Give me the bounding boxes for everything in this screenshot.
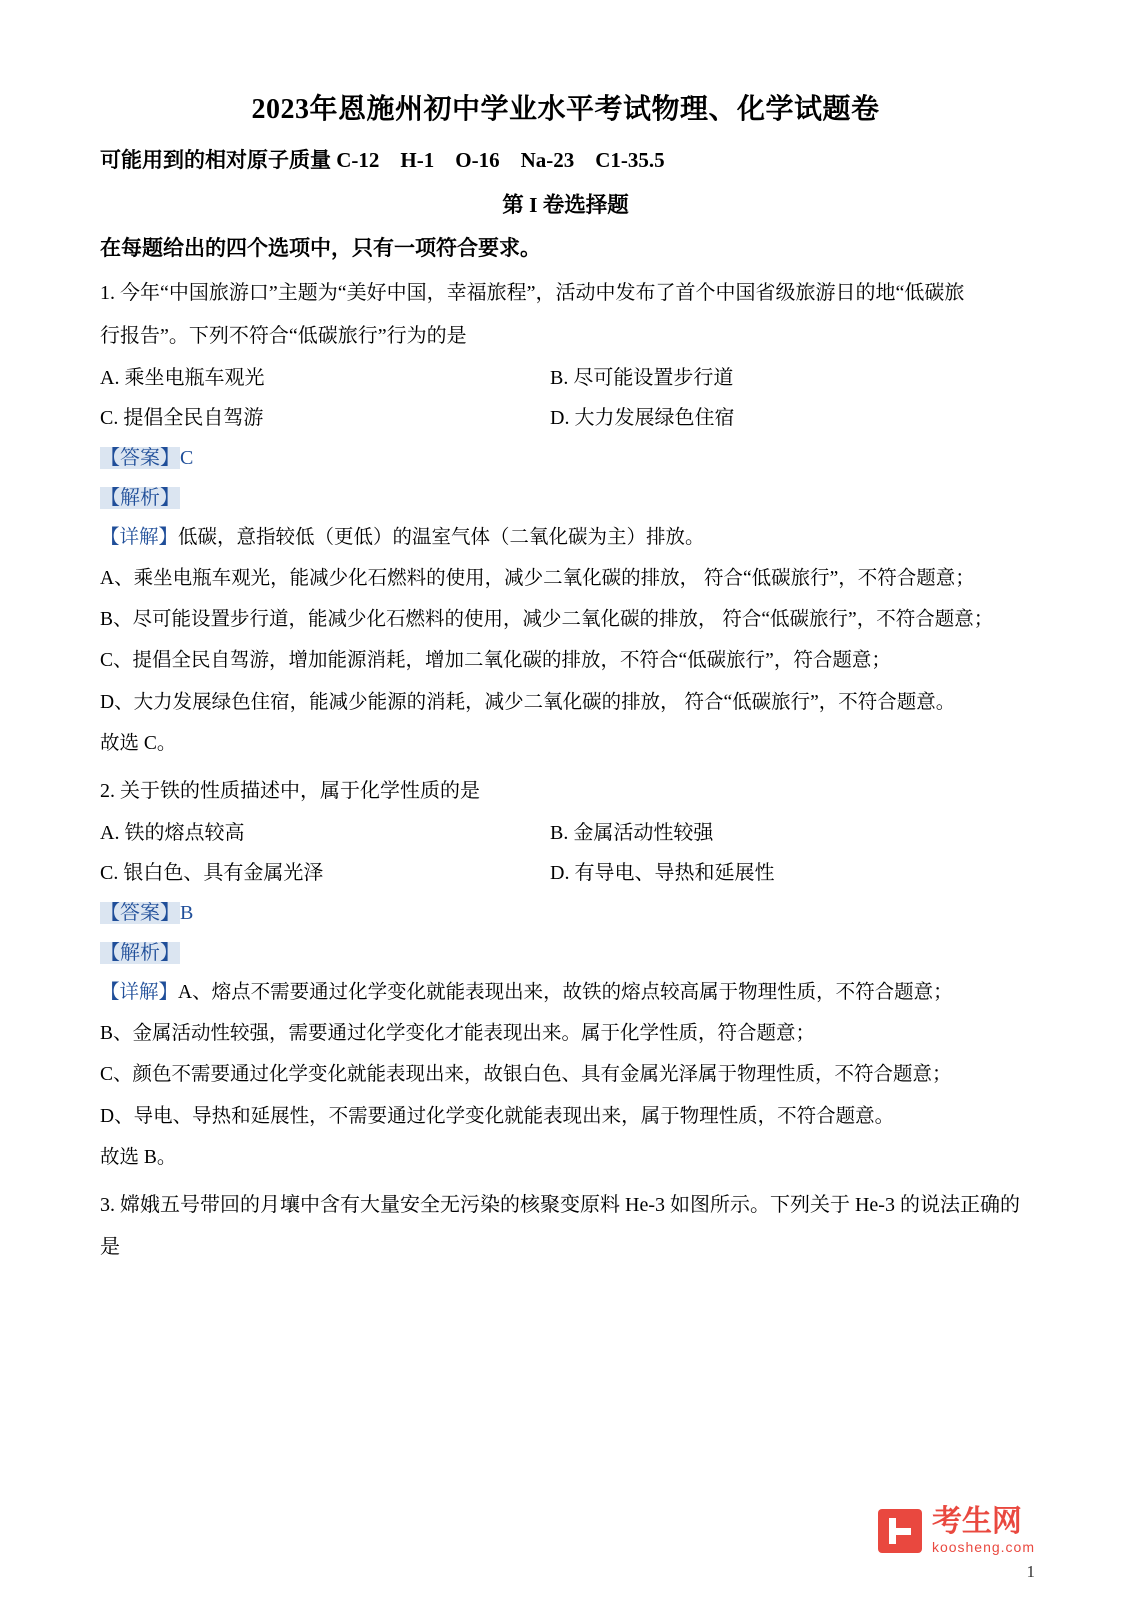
option-row [100,856,1031,890]
option-row [100,401,1031,435]
answer-value: B [180,902,194,925]
watermark-text [932,1507,1035,1554]
detail-tag: 【详解】 [100,527,179,548]
page-title: 2023年恩施州初中学业水平考试物理、化学试题卷 [251,94,880,125]
detail-tag: 【详解】 [100,982,179,1004]
option-row [100,816,1031,850]
explanation-line: B、尽可能设置步行道，能减少化石燃料的使用，减少二氧化碳的排放， 符合“低碳旅行”，不符合题意； [100,609,994,631]
question-stem-line: 是 [100,1236,120,1259]
explanation-line: A、乘坐电瓶车观光，能减少化石燃料的使用，减少二氧化碳的排放， 符合“低碳旅行”，不符合题意； [100,568,975,590]
watermark-en: koosheng.com [931,1539,1035,1555]
answer-value: C [180,447,194,469]
detail-line [100,521,1031,555]
explanation-line: B、金属活动性较强，需要通过化学变化才能表现出来。属于化学性质，符合题意； [100,1023,816,1045]
question-block-3 [100,1188,1031,1265]
answer-line [100,896,1031,930]
question-stem-line: 3. 嫦娥五号带回的月壤中含有大量安全无污染的核聚变原料 He-3 如图所示。下列关于 He-3 的说法正确的 [100,1193,1020,1216]
atomic-mass-line: 可能用到的相对原子质量 C-12 H-1 O-16 Na-23 C1-35.5 [100,148,665,173]
question-stem-line: 1. 今年“中国旅游口”主题为“美好中国，幸福旅程”，活动中发布了首个中国省级旅游日的地“低碳旅 [100,282,965,305]
explanation-line: C、颜色不需要通过化学变化就能表现出来，故银白色、具有金属光泽属于物理性质，不符合题意； [100,1064,952,1086]
explanation-line: D、大力发展绿色住宿，能减少能源的消耗，减少二氧化碳的排放， 符合“低碳旅行”，不符合题意。 [100,691,956,713]
analysis-tag: 【解析】 [100,487,180,509]
option-d[interactable]: D. 有导电、导热和延展性 [550,862,775,885]
section-heading: 第 I 卷选择题 [502,193,629,218]
analysis-tag: 【解析】 [100,942,180,965]
option-d[interactable]: D. 大力发展绿色住宿 [550,407,735,429]
option-c[interactable]: C. 银白色、具有金属光泽 [100,862,324,885]
page-number: 1 [1026,1562,1035,1581]
answer-tag: 【答案】 [100,447,180,469]
watermark-cn: 考生网 [931,1505,1022,1538]
analysis-line [100,936,1031,970]
watermark [878,1507,1035,1554]
option-row [100,361,1031,395]
answer-line [100,441,1031,475]
question-block-1 [100,276,1031,761]
detail-text: 低碳，意指较低（更低）的温室气体（二氧化碳为主）排放。 [178,527,705,548]
option-b[interactable]: B. 金属活动性较强 [550,822,714,845]
question-stem-line: 行报告”。下列不符合“低碳旅行”行为的是 [100,324,467,347]
conclusion-line: 故选 C。 [100,732,177,754]
watermark-logo-icon [878,1509,922,1553]
option-c[interactable]: C. 提倡全民自驾游 [100,407,264,429]
detail-text: A、熔点不需要通过化学变化就能表现出来，故铁的熔点较高属于物理性质，不符合题意； [178,982,953,1004]
explanation-line: C、提倡全民自驾游，增加能源消耗，增加二氧化碳的排放，不符合“低碳旅行”，符合题意； [100,650,891,672]
question-block-2 [100,774,1031,1175]
explanation-line: D、导电、导热和延展性，不需要通过化学变化就能表现出来，属于物理性质，不符合题意。 [100,1105,895,1127]
option-b[interactable]: B. 尽可能设置步行道 [550,367,734,389]
analysis-line [100,481,1031,515]
option-a[interactable]: A. 乘坐电瓶车观光 [100,367,265,389]
detail-line [100,976,1031,1010]
answer-tag: 【答案】 [100,902,180,925]
instruction-line: 在每题给出的四个选项中，只有一项符合要求。 [100,236,541,261]
option-a[interactable]: A. 铁的熔点较高 [100,822,245,845]
question-stem-line: 2. 关于铁的性质描述中，属于化学性质的是 [100,779,480,802]
conclusion-line: 故选 B。 [100,1146,177,1168]
